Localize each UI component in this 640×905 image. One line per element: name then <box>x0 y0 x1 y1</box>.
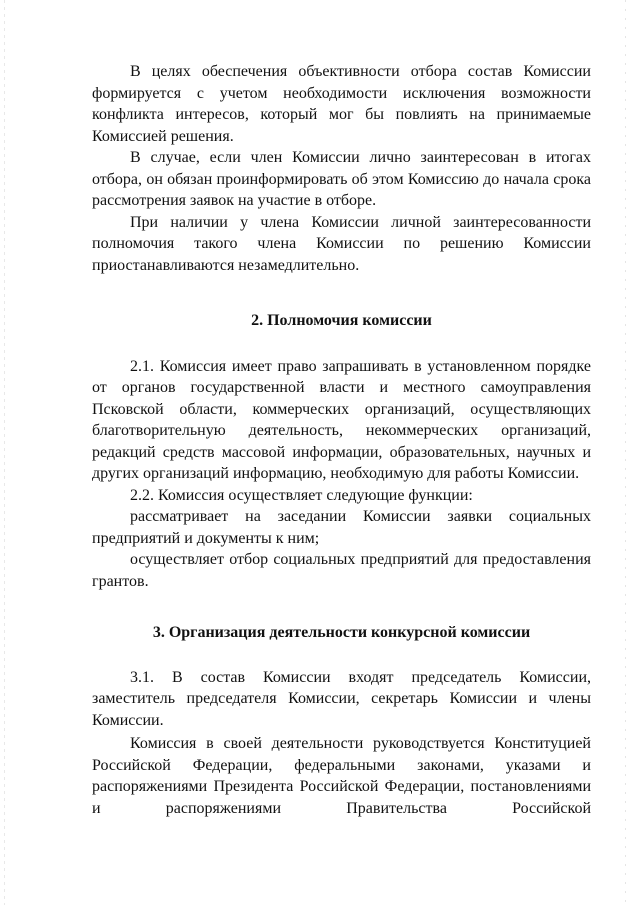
intro-paragraph-1: В целях обеспечения объективности отбора состав Комиссии формируется с учетом необходимости исключения возможности конфликта интересов, который мог бы повлиять на принимаемые Комиссией решения. <box>92 63 591 145</box>
section-2-paragraph-3: рассматривает на заседании Комиссии заявки социальных предприятий и документы к ним; <box>92 508 591 547</box>
scan-edge-left <box>4 0 5 905</box>
intro-paragraph-3: При наличии у члена Комиссии личной заинтересованности полномочия такого члена Комиссии по решению Комиссии приостанавливаются незамедлительно. <box>92 213 591 274</box>
scan-edge-right <box>625 0 626 905</box>
section-3-paragraph-2: Комиссия в своей деятельности руководствуется Конституцией Российской Федерации, федеральными законами, указами и распоряжениями Президента Российской Федерации, постановлениями и распоряжениями Правительства Российской <box>92 735 591 817</box>
document-body <box>92 61 591 819</box>
section-2-heading: 2. Полномочия комиссии <box>251 312 432 329</box>
intro-paragraph-2: В случае, если член Комиссии лично заинтересован в итогах отбора, он обязан проинформировать об этом Комиссию до начала срока рассмотрения заявок на участие в отборе. <box>92 149 591 209</box>
section-2-paragraph-2: 2.2. Комиссия осуществляет следующие функции: <box>130 486 473 504</box>
section-2-paragraph-1: 2.1. Комиссия имеет право запрашивать в установленном порядке от органов государственной власти и местного самоуправления Псковской области, коммерческих организаций, осуществляющих благотворительную деятельность, некоммерческих организаций, редакций средств массовой информации, образовательных, научных и других организаций информацию, необходимую для работы Комиссии. <box>92 357 591 482</box>
section-3-paragraph-1: 3.1. В состав Комиссии входят председатель Комиссии, заместитель председателя Комиссии, секретарь Комиссии и члены Комиссии. <box>92 668 591 729</box>
section-3-heading: 3. Организация деятельности конкурсной комиссии <box>152 624 531 641</box>
section-2-paragraph-4: осуществляет отбор социальных предприятий для предоставления грантов. <box>92 551 591 590</box>
